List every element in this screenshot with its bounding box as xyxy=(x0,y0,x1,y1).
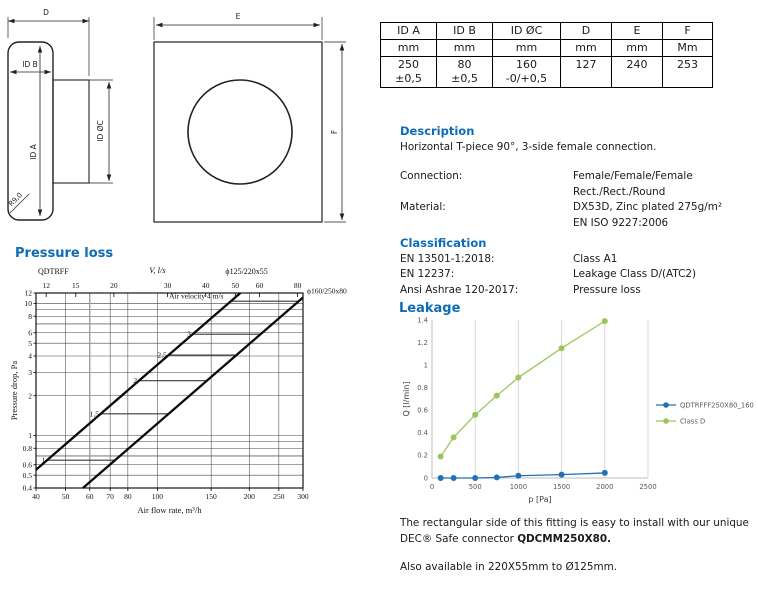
svg-text:3: 3 xyxy=(28,368,32,378)
side-view-drawing xyxy=(8,17,113,220)
value: 250 xyxy=(398,58,419,71)
classification-section xyxy=(400,236,756,298)
spec-label: Connection: xyxy=(400,170,463,182)
table-header-cell: F xyxy=(663,23,713,40)
table-unit-cell: mm xyxy=(561,40,612,57)
svg-text:3: 3 xyxy=(187,329,191,339)
svg-text:12: 12 xyxy=(24,288,32,298)
svg-text:ϕ160/250x80: ϕ160/250x80 xyxy=(307,286,347,296)
leakage-chart xyxy=(394,310,758,506)
svg-text:100: 100 xyxy=(151,492,164,501)
svg-text:1: 1 xyxy=(41,455,46,465)
table-unit-cell: mm xyxy=(493,40,561,57)
table-header-cell: ID ØC xyxy=(493,23,561,40)
spec-value: Pressure loss xyxy=(573,283,641,296)
svg-text:200: 200 xyxy=(243,492,255,501)
tolerance: ±0,5 xyxy=(451,72,478,85)
svg-text:Air flow rate, m³/h: Air flow rate, m³/h xyxy=(137,505,202,515)
svg-text:0.5: 0.5 xyxy=(22,470,32,480)
table-value-cell xyxy=(493,57,561,88)
svg-text:1.5: 1.5 xyxy=(89,409,99,419)
svg-text:ϕ125/220x55: ϕ125/220x55 xyxy=(225,267,268,276)
svg-text:20: 20 xyxy=(110,281,118,290)
svg-text:0.4: 0.4 xyxy=(417,429,428,438)
dim-label-id-b: ID B xyxy=(22,60,38,69)
svg-text:Air velocity 4 m/s: Air velocity 4 m/s xyxy=(169,291,224,301)
table-header-cell: D xyxy=(561,23,612,40)
dim-label-d: D xyxy=(43,8,49,17)
svg-text:150: 150 xyxy=(205,492,217,501)
description-section xyxy=(400,124,756,231)
svg-text:1: 1 xyxy=(28,431,32,441)
svg-text:V, l/s: V, l/s xyxy=(149,265,166,275)
svg-text:40: 40 xyxy=(32,492,40,501)
svg-text:60: 60 xyxy=(255,281,264,290)
value: 80 xyxy=(457,58,472,71)
svg-text:50: 50 xyxy=(61,492,70,501)
table-value-cell xyxy=(437,57,493,88)
spec-value: DX53D, Zinc plated 275g/m² xyxy=(573,201,722,213)
svg-text:1.4: 1.4 xyxy=(417,316,428,325)
svg-text:300: 300 xyxy=(297,492,309,501)
svg-text:8: 8 xyxy=(28,311,32,321)
svg-text:0.8: 0.8 xyxy=(22,443,32,453)
table-value-cell xyxy=(381,57,437,88)
classification-heading: Classification xyxy=(400,236,487,250)
dim-label-radius: R9,0 xyxy=(7,191,25,209)
svg-text:1000: 1000 xyxy=(509,483,528,491)
table-unit-cell: mm xyxy=(381,40,437,57)
connector-note xyxy=(400,516,756,547)
svg-text:12: 12 xyxy=(42,281,50,290)
svg-text:0: 0 xyxy=(429,483,435,491)
spec-label: EN 13501-1:2018: xyxy=(400,252,495,265)
description-heading: Description xyxy=(400,124,475,138)
technical-drawing xyxy=(0,0,362,240)
table-header-cell: E xyxy=(612,23,663,40)
svg-text:0: 0 xyxy=(423,474,428,483)
svg-text:1: 1 xyxy=(423,361,428,370)
connector-code: QDCMM250X80. xyxy=(517,532,612,545)
table-values-row xyxy=(381,57,713,88)
table-value-cell xyxy=(612,57,663,88)
table-value-cell xyxy=(561,57,612,88)
pressure-loss-chart xyxy=(8,260,358,518)
value: 253 xyxy=(677,58,698,71)
dim-label-id-a: ID A xyxy=(29,144,38,160)
table-units-row xyxy=(381,40,713,57)
table-unit-cell: Mm xyxy=(663,40,713,57)
svg-text:2000: 2000 xyxy=(596,483,614,491)
svg-text:15: 15 xyxy=(72,281,80,290)
svg-text:70: 70 xyxy=(106,492,114,501)
svg-text:Pressure drop, Pa: Pressure drop, Pa xyxy=(9,360,19,421)
svg-text:80: 80 xyxy=(124,492,132,501)
svg-text:4: 4 xyxy=(28,351,32,361)
table-unit-cell: mm xyxy=(612,40,663,57)
spec-value: Female/Female/Female xyxy=(573,170,693,182)
footer-note xyxy=(400,516,756,576)
spec-label: Ansi Ashrae 120-2017: xyxy=(400,283,519,296)
svg-text:QDTRFF: QDTRFF xyxy=(38,267,69,276)
svg-text:60: 60 xyxy=(85,492,94,501)
svg-text:QDTRFFF250X80_160: QDTRFFF250X80_160 xyxy=(680,401,754,410)
table-header-cell: ID A xyxy=(381,23,437,40)
dim-label-e: E xyxy=(235,12,241,21)
value: 160 xyxy=(516,58,537,71)
svg-text:500: 500 xyxy=(468,483,482,491)
tolerance: ±0,5 xyxy=(395,72,422,85)
table-header-cell: ID B xyxy=(437,23,493,40)
spec-value: Rect./Rect./Round xyxy=(573,185,666,198)
svg-text:2: 2 xyxy=(28,391,32,401)
svg-text:0.2: 0.2 xyxy=(417,451,428,460)
availability-note: Also available in 220X55mm to Ø125mm. xyxy=(400,561,618,573)
value: 240 xyxy=(626,58,648,71)
svg-text:250: 250 xyxy=(273,492,285,501)
table-unit-cell: mm xyxy=(437,40,493,57)
spec-value: EN ISO 9227:2006 xyxy=(573,216,669,229)
svg-text:10: 10 xyxy=(24,299,32,309)
svg-text:Q [l/min]: Q [l/min] xyxy=(402,381,411,417)
svg-text:1.2: 1.2 xyxy=(417,338,428,347)
spec-label: Material: xyxy=(400,201,446,213)
value: 127 xyxy=(575,58,597,71)
svg-text:2: 2 xyxy=(133,376,138,386)
svg-text:p [Pa]: p [Pa] xyxy=(528,495,552,504)
dim-label-id-oc: ID ØC xyxy=(96,120,105,142)
svg-text:40: 40 xyxy=(201,281,210,290)
dim-label-f: F xyxy=(330,129,339,135)
front-view-drawing xyxy=(154,17,346,222)
spec-label: EN 12237: xyxy=(400,268,455,280)
leakage-heading: Leakage xyxy=(399,301,461,316)
spec-value: Class A1 xyxy=(573,252,618,265)
spec-value: Leakage Class D/(ATC2) xyxy=(573,268,697,280)
svg-text:50: 50 xyxy=(231,281,240,290)
svg-text:1500: 1500 xyxy=(552,483,571,491)
description-text: Horizontal T-piece 90°, 3-side female connection. xyxy=(400,140,657,153)
svg-text:0.8: 0.8 xyxy=(417,384,428,393)
svg-text:2.5: 2.5 xyxy=(157,350,167,360)
svg-text:80: 80 xyxy=(293,281,302,290)
connector-note-text: The rectangular side of this fitting is easy to install with our unique DEC® Safe connector xyxy=(400,517,749,545)
svg-text:5: 5 xyxy=(28,338,32,348)
pressure-loss-heading: Pressure loss xyxy=(15,246,114,261)
table-header-row xyxy=(381,23,713,40)
table-value-cell xyxy=(663,57,713,88)
svg-text:2500: 2500 xyxy=(639,483,657,491)
tolerance: -0/+0,5 xyxy=(505,72,548,85)
svg-text:0.6: 0.6 xyxy=(22,460,32,470)
svg-text:30: 30 xyxy=(163,281,172,290)
svg-text:0.6: 0.6 xyxy=(417,406,428,415)
svg-text:6: 6 xyxy=(28,328,32,338)
dimensions-table xyxy=(380,22,713,88)
svg-text:0.4: 0.4 xyxy=(22,483,32,493)
svg-text:Class D: Class D xyxy=(680,417,706,426)
